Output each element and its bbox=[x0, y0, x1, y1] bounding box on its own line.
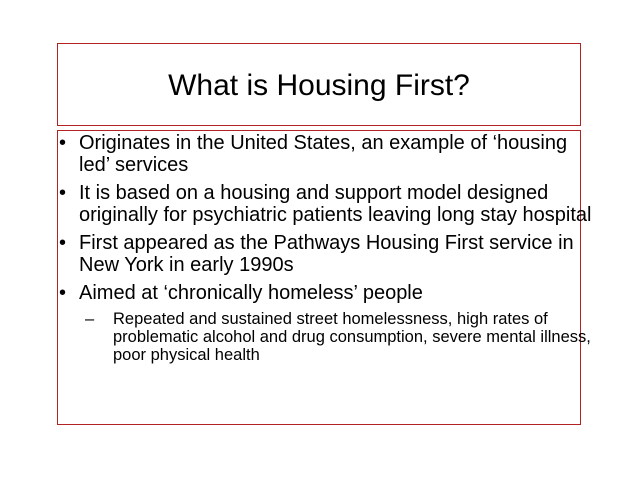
sub-bullet-list bbox=[79, 310, 600, 364]
bullet-marker: • bbox=[59, 282, 67, 304]
sub-bullet-item bbox=[78, 310, 600, 364]
sub-bullet-text: Repeated and sustained street homelessness, high rates of problematic alcohol and drug consumption, severe mental illness, poor physical health bbox=[113, 310, 591, 364]
bullet-item bbox=[0, 182, 600, 226]
bullet-text: Aimed at ‘chronically homeless’ people bbox=[79, 282, 423, 304]
bullet-text: Originates in the United States, an example of ‘housing led’ services bbox=[79, 132, 568, 176]
bullet-marker: • bbox=[59, 132, 67, 154]
bullet-text: First appeared as the Pathways Housing First service in New York in early 1990s bbox=[79, 232, 574, 276]
title-frame bbox=[57, 43, 581, 126]
bullet-item bbox=[0, 132, 600, 176]
bullet-text: It is based on a housing and support model designed originally for psychiatric patients leaving long stay hospital bbox=[79, 182, 592, 226]
bullet-item bbox=[0, 282, 600, 364]
slide-title: What is Housing First? bbox=[168, 68, 470, 102]
bullet-list bbox=[0, 132, 600, 370]
bullet-marker: • bbox=[59, 182, 67, 204]
bullet-item bbox=[0, 232, 600, 276]
bullet-marker: • bbox=[59, 232, 67, 254]
dash-marker: – bbox=[85, 310, 95, 328]
